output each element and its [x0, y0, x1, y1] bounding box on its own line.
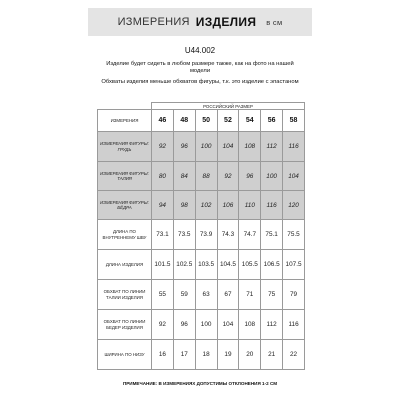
table-cell: 100	[261, 162, 283, 191]
table-cell: 73.9	[195, 220, 217, 250]
header-title-bold: ИЗДЕЛИЯ	[195, 15, 257, 29]
fit-note: Изделие будет сидеть в любом размере также, как на фото на нашей модели	[106, 61, 294, 74]
table-cell: 19	[217, 340, 239, 370]
table-cell: 67	[217, 280, 239, 310]
table-cell: 96	[173, 310, 195, 340]
table-cell: 102	[195, 191, 217, 220]
size-56: 56	[261, 110, 283, 132]
table-cell: 80	[152, 162, 174, 191]
table-cell: 106	[217, 191, 239, 220]
table-cell: 92	[217, 162, 239, 191]
table-cell: 98	[173, 191, 195, 220]
table-cell: 71	[239, 280, 261, 310]
table-cell: 94	[152, 191, 174, 220]
size-header-row	[98, 110, 305, 132]
size-54: 54	[239, 110, 261, 132]
size-header-label: ИЗМЕРЕНИЯ	[98, 110, 152, 132]
size-table	[97, 102, 305, 370]
table-cell: 108	[239, 310, 261, 340]
row-label-length: ДЛИНА ИЗДЕЛИЯ	[98, 250, 152, 280]
row-label-inseam: ДЛИНА ПО ВНУТРЕННЕМУ ШВУ	[98, 220, 152, 250]
table-cell: 18	[195, 340, 217, 370]
measurement-tolerance-note: ПРИМЕЧАНИЕ: В ИЗМЕРЕНИЯХ ДОПУСТИМЫ ОТКЛОНЕНИЯ 1-2 СМ	[122, 381, 278, 386]
table-cell: 103.5	[195, 250, 217, 280]
table-cell: 112	[261, 310, 283, 340]
size-58: 58	[283, 110, 305, 132]
table-cell: 104	[283, 162, 305, 191]
table-cell: 74.3	[217, 220, 239, 250]
empty-corner-cell	[98, 103, 152, 110]
table-cell: 17	[173, 340, 195, 370]
girth-note: Обхваты изделия меньше обхватов фигуры, т.к. это изделие с эпастаном	[101, 79, 299, 85]
size-48: 48	[173, 110, 195, 132]
table-cell: 108	[239, 132, 261, 162]
table-cell: 73.5	[173, 220, 195, 250]
table-cell: 16	[152, 340, 174, 370]
table-row-waist-girth	[98, 280, 305, 310]
table-cell: 105.5	[239, 250, 261, 280]
table-cell: 92	[152, 132, 174, 162]
table-cell: 92	[152, 310, 174, 340]
table-cell: 59	[173, 280, 195, 310]
table-cell: 116	[283, 132, 305, 162]
row-label-waist: ИЗМЕРЕНИЯ ФИГУРЫ: ТАЛИЯ	[98, 162, 152, 191]
table-cell: 104.5	[217, 250, 239, 280]
size-chart-page	[88, 8, 312, 394]
table-cell: 116	[283, 310, 305, 340]
table-cell: 116	[261, 191, 283, 220]
table-cell: 100	[195, 132, 217, 162]
table-row-waist	[98, 162, 305, 191]
table-cell: 96	[239, 162, 261, 191]
table-row-hem-width	[98, 340, 305, 370]
table-row-hips	[98, 191, 305, 220]
table-cell: 100	[195, 310, 217, 340]
header-title-light: ИЗМЕРЕНИЯ	[117, 16, 190, 28]
table-cell: 107.5	[283, 250, 305, 280]
size-46: 46	[152, 110, 174, 132]
table-cell: 120	[283, 191, 305, 220]
row-label-hip-girth: ОБХВАТ ПО ЛИНИИ БЕДЕР ИЗДЕЛИЯ	[98, 310, 152, 340]
table-cell: 79	[283, 280, 305, 310]
size-52: 52	[217, 110, 239, 132]
table-cell: 112	[261, 132, 283, 162]
table-cell: 75.5	[283, 220, 305, 250]
table-cell: 75	[261, 280, 283, 310]
table-row-chest	[98, 132, 305, 162]
table-row-inseam	[98, 220, 305, 250]
table-cell: 74.7	[239, 220, 261, 250]
table-row-length	[98, 250, 305, 280]
table-cell: 55	[152, 280, 174, 310]
article-number: U44.002	[184, 46, 216, 55]
size-group-label: РОССИЙСКИЙ РАЗМЕР	[152, 103, 305, 110]
size-group-row	[98, 103, 305, 110]
table-cell: 63	[195, 280, 217, 310]
table-cell: 20	[239, 340, 261, 370]
row-label-chest: ИЗМЕРЕНИЯ ФИГУРЫ: ГРУДЬ	[98, 132, 152, 162]
table-cell: 96	[173, 132, 195, 162]
table-row-hip-girth	[98, 310, 305, 340]
row-label-hips: ИЗМЕРЕНИЯ ФИГУРЫ: БЁДРА	[98, 191, 152, 220]
table-cell: 73.1	[152, 220, 174, 250]
header-unit: в см	[266, 17, 283, 27]
table-cell: 22	[283, 340, 305, 370]
page-header	[88, 8, 312, 36]
table-cell: 84	[173, 162, 195, 191]
table-cell: 101.5	[152, 250, 174, 280]
table-cell: 88	[195, 162, 217, 191]
table-cell: 75.1	[261, 220, 283, 250]
table-cell: 106.5	[261, 250, 283, 280]
size-50: 50	[195, 110, 217, 132]
table-cell: 104	[217, 132, 239, 162]
row-label-hem-width: ШИРИНА ПО НИЗУ	[98, 340, 152, 370]
table-cell: 21	[261, 340, 283, 370]
row-label-waist-girth: ОБХВАТ ПО ЛИНИИ ТАЛИИ ИЗДЕЛИЯ	[98, 280, 152, 310]
table-cell: 102.5	[173, 250, 195, 280]
table-cell: 104	[217, 310, 239, 340]
table-cell: 110	[239, 191, 261, 220]
